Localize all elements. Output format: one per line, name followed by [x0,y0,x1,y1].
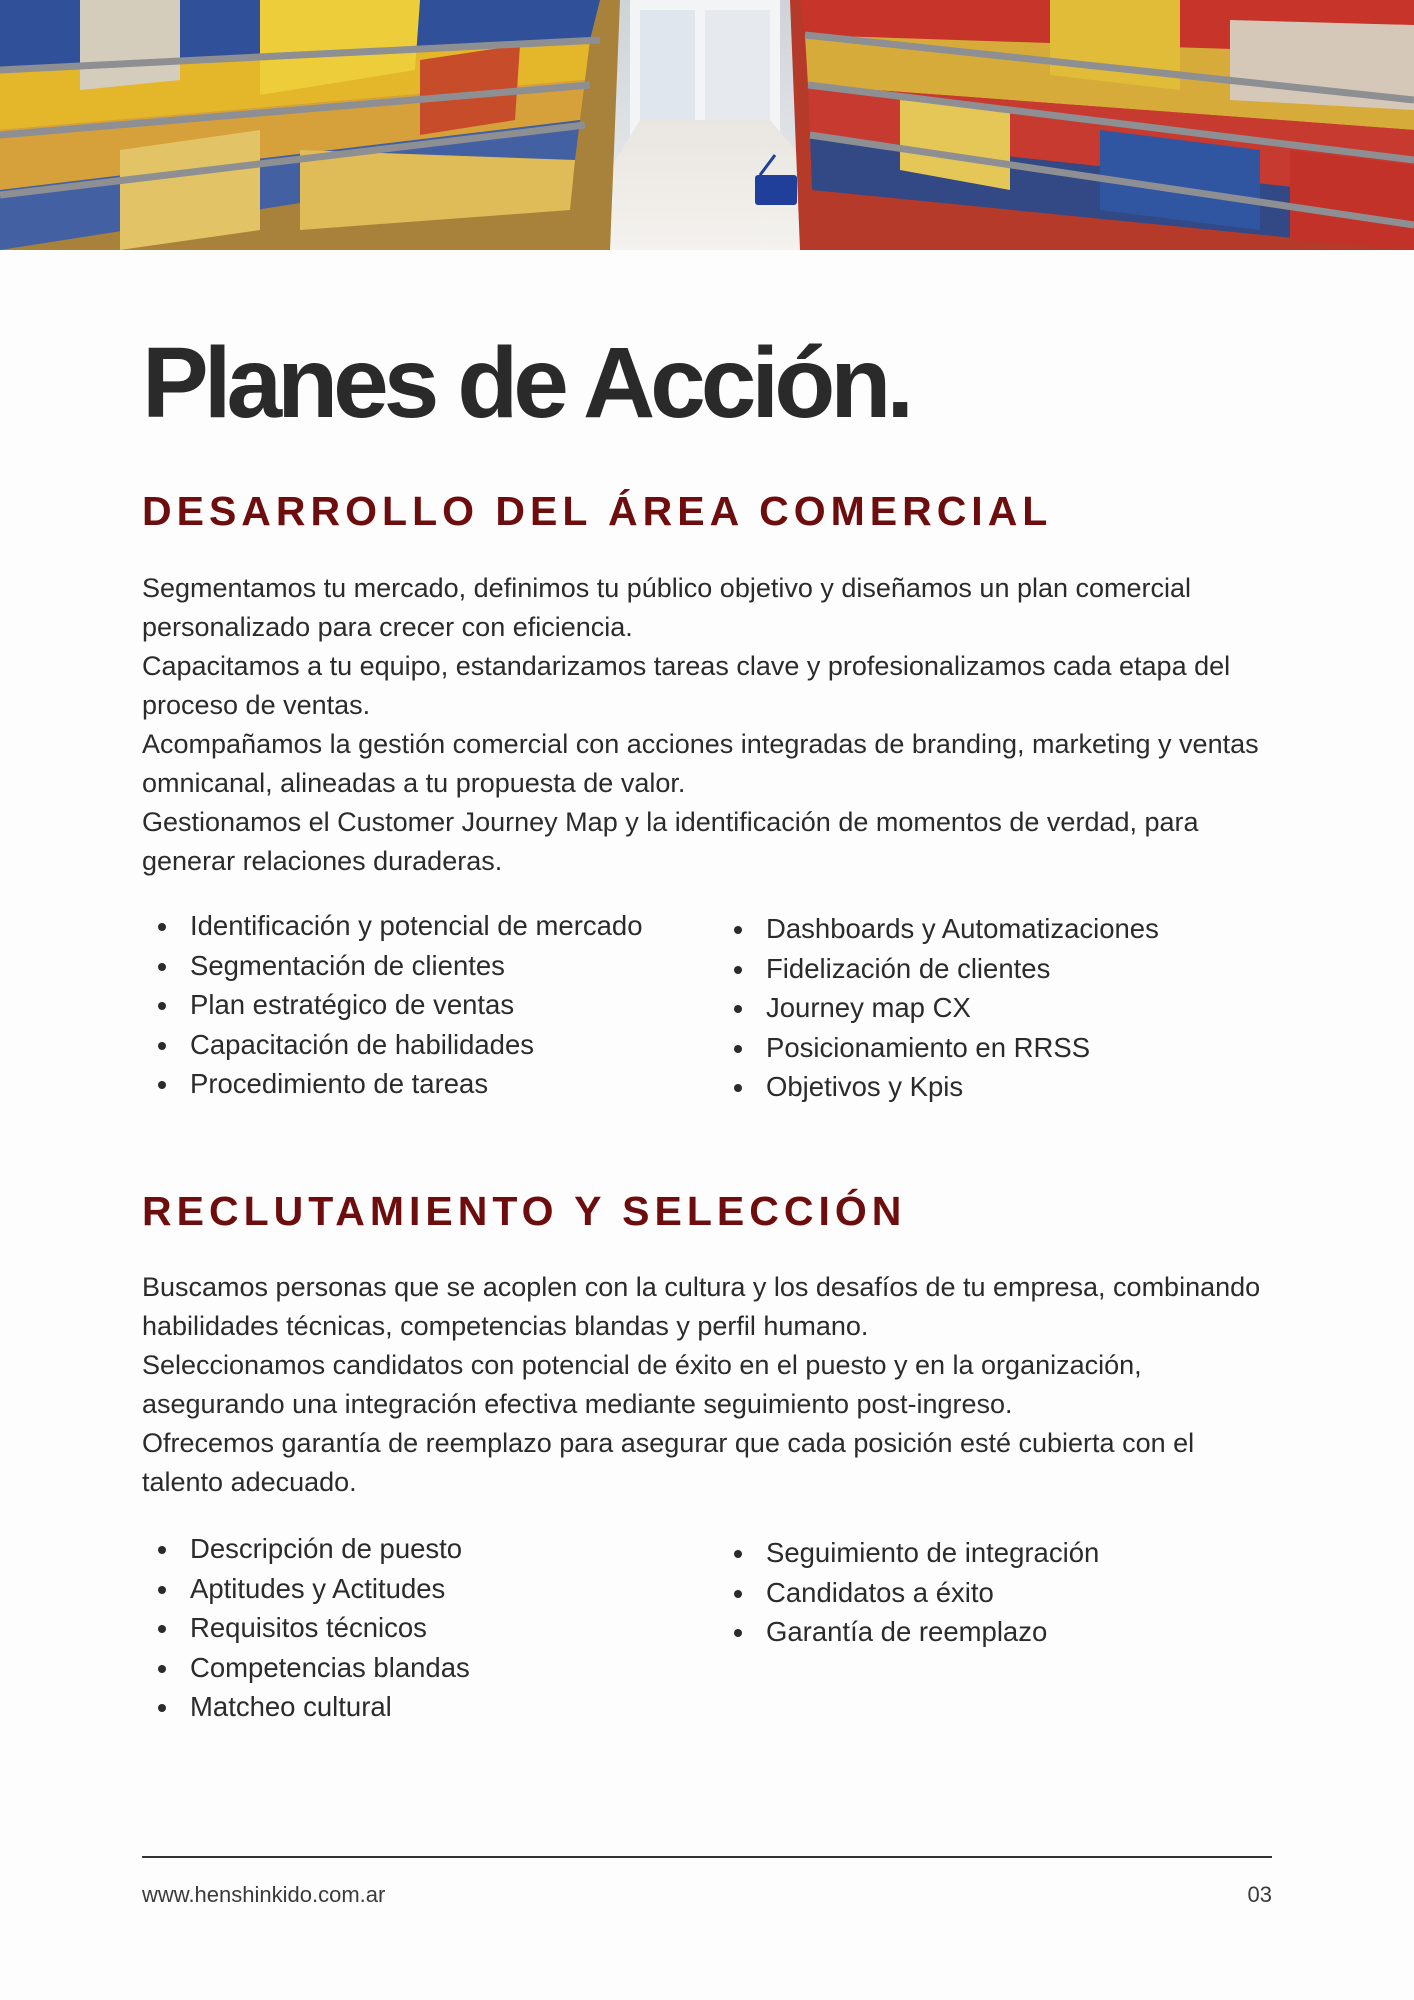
page-number: 03 [1247,1882,1272,1907]
reclutamiento-list-right [718,1533,1099,1652]
footer-website-link[interactable]: www.henshinkido.com.ar [142,1882,386,1907]
list-item: Plan estratégico de ventas [142,985,643,1025]
reclutamiento-list-left [142,1529,470,1727]
list-item: Matcheo cultural [142,1687,470,1727]
list-item: Aptitudes y Actitudes [142,1569,470,1609]
paragraph: Ofrecemos garantía de reemplazo para asegurar que cada posición esté cubierta con el talento adecuado. [142,1428,1195,1497]
list-item: Journey map CX [718,988,1159,1028]
list-item: Fidelización de clientes [718,949,1159,989]
section-heading-reclutamiento-seleccion: RECLUTAMIENTO Y SELECCIÓN [142,1188,907,1234]
desarrollo-list-left [142,906,643,1104]
section-desarrollo-paragraphs [142,569,1282,881]
list-item: Garantía de reemplazo [718,1612,1099,1652]
paragraph: Capacitamos a tu equipo, estandarizamos tareas clave y profesionalizamos cada etapa del proceso de ventas. [142,651,1231,720]
paragraph: Gestionamos el Customer Journey Map y la identificación de momentos de verdad, para generar relaciones duraderas. [142,807,1199,876]
desarrollo-list-right [718,909,1159,1107]
aisle-illustration [0,0,1414,250]
list-item: Candidatos a éxito [718,1573,1099,1613]
paragraph: Segmentamos tu mercado, definimos tu público objetivo y diseñamos un plan comercial personalizado para crecer con eficiencia. [142,573,1192,642]
list-item: Posicionamiento en RRSS [718,1028,1159,1068]
list-item: Procedimiento de tareas [142,1064,643,1104]
paragraph: Acompañamos la gestión comercial con acciones integradas de branding, marketing y ventas omnicanal, alineadas a tu propuesta de valor. [142,729,1259,798]
page-title: Planes de Acción. [142,327,910,439]
list-item: Seguimiento de integración [718,1533,1099,1573]
paragraph: Buscamos personas que se acoplen con la cultura y los desafíos de tu empresa, combinando habilidades técnicas, competencias blandas y perfil humano. [142,1272,1261,1341]
section-reclutamiento-paragraphs [142,1268,1282,1502]
list-item: Dashboards y Automatizaciones [718,909,1159,949]
paragraph: Seleccionamos candidatos con potencial de éxito en el puesto y en la organización, asegurando una integración efectiva mediante seguimiento post-ingreso. [142,1350,1142,1419]
footer-divider [142,1856,1272,1858]
section-heading-desarrollo-comercial: DESARROLLO DEL ÁREA COMERCIAL [142,488,1053,534]
list-item: Identificación y potencial de mercado [142,906,643,946]
header-photo-supermarket-aisle [0,0,1414,250]
list-item: Requisitos técnicos [142,1608,470,1648]
list-item: Segmentación de clientes [142,946,643,986]
list-item: Competencias blandas [142,1648,470,1688]
list-item: Objetivos y Kpis [718,1067,1159,1107]
list-item: Descripción de puesto [142,1529,470,1569]
list-item: Capacitación de habilidades [142,1025,643,1065]
